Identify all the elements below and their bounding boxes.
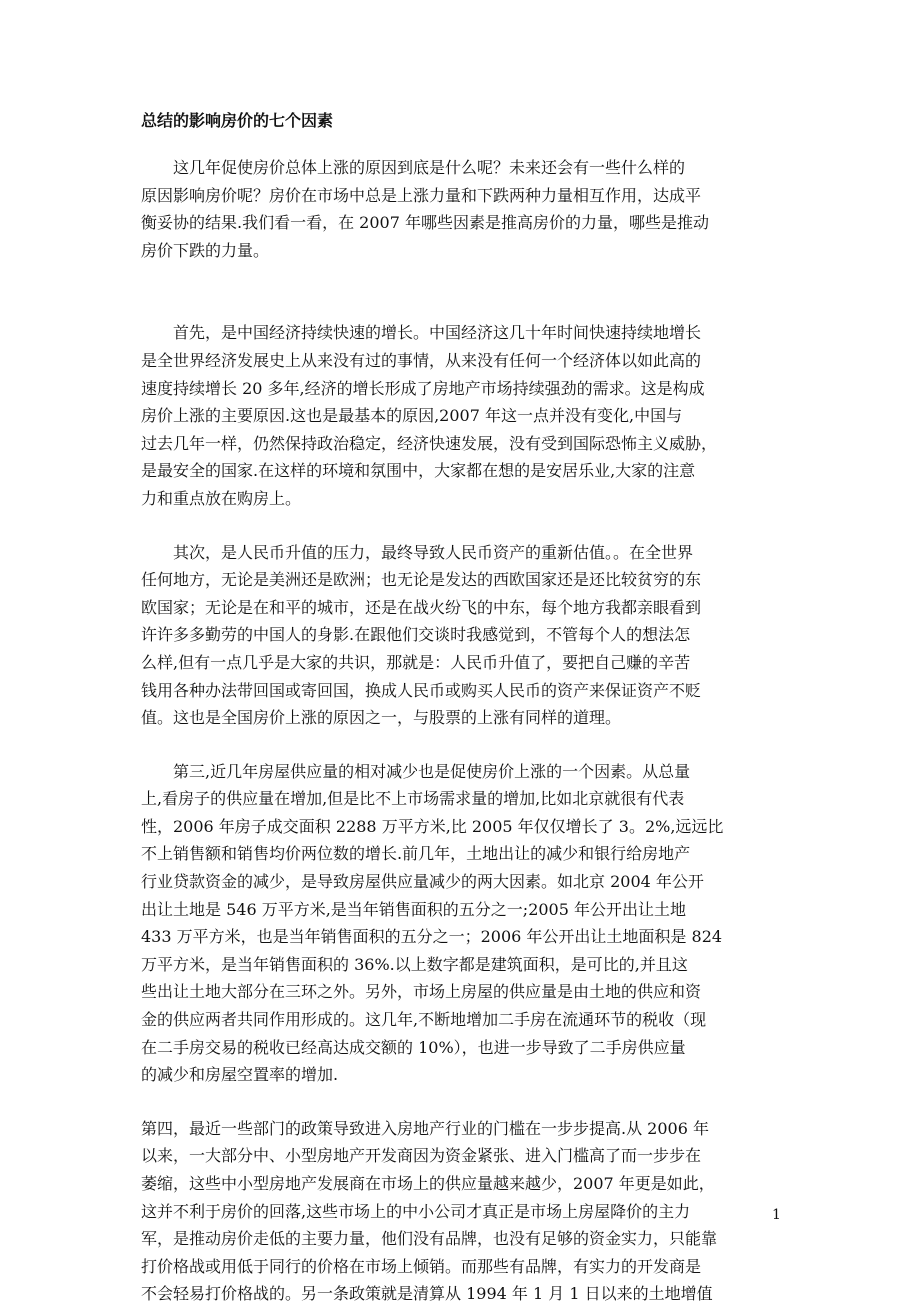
text-line: 速度持续增长 20 多年,经济的增长形成了房地产市场持续强劲的需求。这是构成 (141, 378, 705, 398)
text-line: 原因影响房价呢？房价在市场中总是上涨力量和下跌两种力量相互作用，达成平 (141, 185, 702, 205)
text-line: 第四，最近一些部门的政策导致进入房地产行业的门槛在一步步提高.从 2006 年 (141, 1118, 709, 1138)
text-line: 万平方米，是当年销售面积的 36%.以上数字都是建筑面积，是可比的,并且这 (141, 954, 688, 974)
text-line: 房价上涨的主要原因.这也是最基本的原因,2007 年这一点并没有变化,中国与 (141, 406, 683, 426)
document-title: 总结的影响房价的七个因素 (141, 111, 334, 130)
text-line: 第三,近几年房屋供应量的相对减少也是促使房价上涨的一个因素。从总量 (141, 761, 691, 781)
text-line: 不会轻易打价格战的。另一条政策就是清算从 1994 年 1 月 1 日以来的土地增值 (141, 1284, 713, 1304)
text-line: 金的供应两者共同作用形成的。这几年,不断地增加二手房在流通环节的税收（现 (141, 1010, 707, 1030)
paragraph-third-factor (141, 758, 781, 1089)
text-line: 是全世界经济发展史上从来没有过的事情，从来没有任何一个经济体以如此高的 (141, 350, 702, 370)
text-line: 值。这也是全国房价上涨的原因之一，与股票的上涨有同样的道理。 (141, 708, 622, 728)
text-line: 欧国家；无论是在和平的城市，还是在战火纷飞的中东，每个地方我都亲眼看到 (141, 597, 702, 617)
text-line: 房价下跌的力量。 (141, 240, 270, 260)
text-line: 不上销售额和销售均价两位数的增长.前几年，土地出让的减少和银行给房地产 (141, 844, 691, 864)
text-line: 性，2006 年房子成交面积 2288 万平方米,比 2005 年仅仅增长了 3。2%,远远比 (141, 816, 724, 836)
paragraph-second-factor (141, 539, 781, 732)
text-line: 在二手房交易的税收已经高达成交额的 10%），也进一步导致了二手房供应量 (141, 1037, 686, 1057)
text-line: 打价格战或用低于同行的价格在市场上倾销。而那些有品牌，有实力的开发商是 (141, 1256, 702, 1276)
text-line: 衡妥协的结果.我们看一看，在 2007 年哪些因素是推高房价的力量，哪些是推动 (141, 213, 709, 233)
text-line: 么样,但有一点几乎是大家的共识，那就是：人民币升值了，要把自己赚的辛苦 (141, 652, 691, 672)
text-line: 以来，一大部分中、小型房地产开发商因为资金紧张、进入门槛高了而一步步在 (141, 1146, 702, 1166)
text-line: 力和重点放在购房上。 (141, 488, 302, 508)
text-line: 许许多多勤劳的中国人的身影.在跟他们交谈时我感觉到，不管每个人的想法怎 (141, 625, 691, 645)
text-line: 出让土地是 546 万平方米,是当年销售面积的五分之一;2005 年公开出让土地 (141, 899, 686, 919)
text-line: 些出让土地大部分在三环之外。另外，市场上房屋的供应量是由土地的供应和资 (141, 982, 702, 1002)
text-line: 军，是推动房价走低的主要力量，他们没有品牌，也没有足够的资金实力，只能靠 (141, 1229, 718, 1249)
text-line: 的减少和房屋空置率的增加. (141, 1065, 339, 1085)
paragraph-first-factor (141, 319, 781, 512)
text-line: 这并不利于房价的回落,这些市场上的中小公司才真正是市场上房屋降价的主力 (141, 1201, 691, 1221)
text-line: 萎缩，这些中小型房地产发展商在市场上的供应量越来越少，2007 年更是如此， (141, 1174, 715, 1193)
document-body (141, 108, 781, 1308)
text-line: 行业贷款资金的减少，是导致房屋供应量减少的两大因素。如北京 2004 年公开 (141, 872, 704, 892)
text-line: 首先，是中国经济持续快速的增长。中国经济这几十年时间快速持续地增长 (141, 323, 702, 343)
text-line: 任何地方，无论是美洲还是欧洲；也无论是发达的西欧国家还是还比较贫穷的东 (141, 570, 702, 590)
paragraph-intro (141, 154, 781, 264)
text-line: 这几年促使房价总体上涨的原因到底是什么呢？未来还会有一些什么样的 (141, 158, 686, 177)
text-line: 433 万平方米，也是当年销售面积的五分之一；2006 年公开出让土地面积是 824 (141, 927, 723, 947)
text-line: 是最安全的国家.在这样的环境和氛围中，大家都在想的是安居乐业,大家的注意 (141, 461, 696, 481)
paragraph-fourth-factor (141, 1115, 781, 1308)
page-number: 1 (772, 1207, 781, 1223)
text-line: 其次，是人民币升值的压力，最终导致人民币资产的重新估值。。在全世界 (141, 542, 694, 562)
text-line: 上,看房子的供应量在增加,但是比不上市场需求量的增加,比如北京就很有代表 (141, 789, 685, 809)
text-line: 过去几年一样，仍然保持政治稳定，经济快速发展，没有受到国际恐怖主义威胁， (141, 433, 718, 453)
text-line: 钱用各种办法带回国或寄回国，换成人民币或购买人民币的资产来保证资产不贬 (141, 680, 702, 700)
